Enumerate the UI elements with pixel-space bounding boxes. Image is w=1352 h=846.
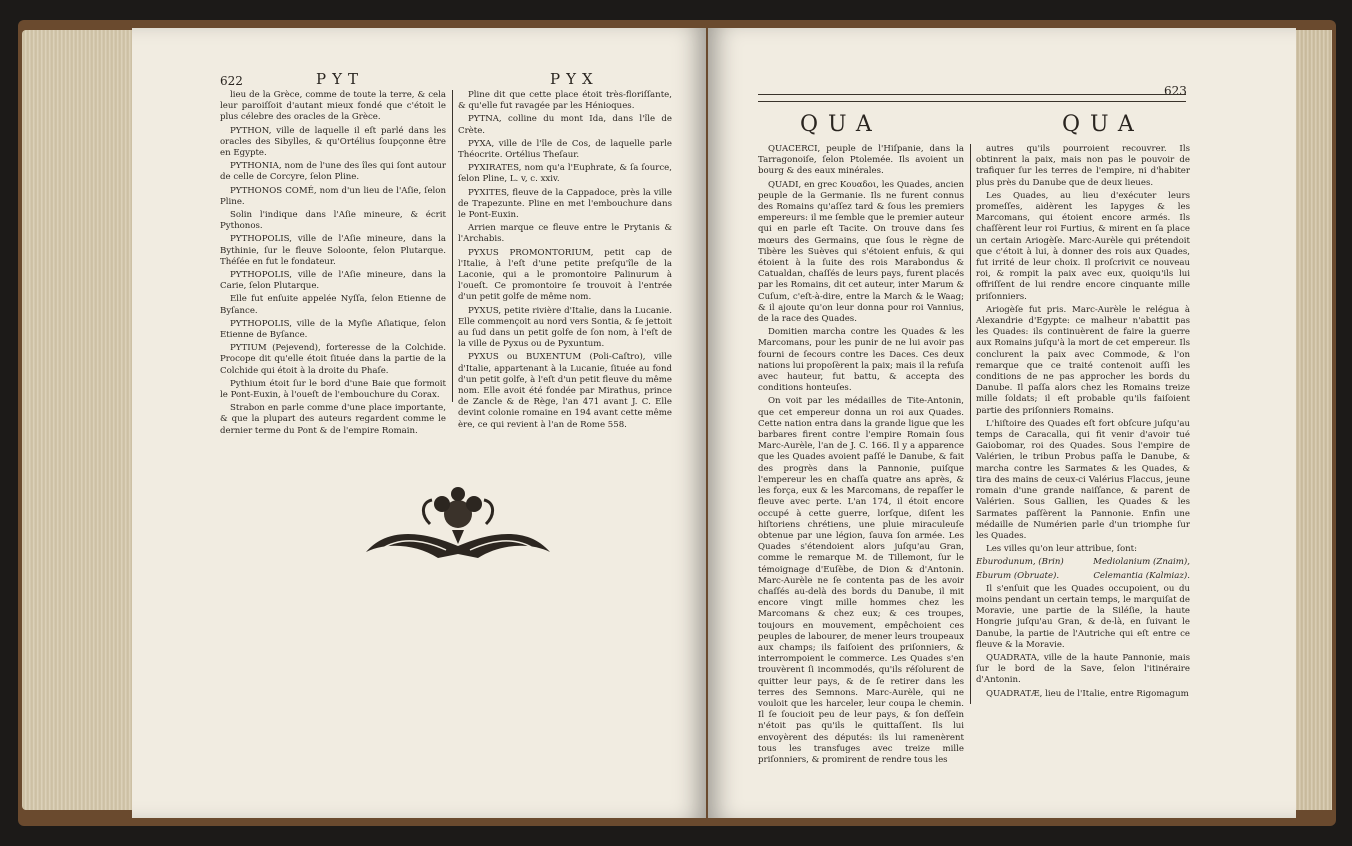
paragraph: PYTHOPOLIS, ville de l'Aſie mineure, dans la Bythinie, ſur le fleuve Soloonte, ſelon Plutarque. Théſée en fut le fondateur.: [220, 234, 446, 267]
paragraph: PYTHOPOLIS, ville de l'Aſie mineure, dans la Carie, ſelon Plutarque.: [220, 270, 446, 292]
right-column-2: [976, 144, 1190, 702]
paragraph: lieu de la Grèce, comme de toute la terre, & cela leur paroiſſoit d'autant mieux fondé que c'étoit le plus célebre des oracles de la Grèce.: [220, 90, 446, 123]
city-row: [976, 571, 1190, 582]
paragraph: PYTHONIA, nom de l'une des îles qui ſont autour de celle de Corcyre, ſelon Pline.: [220, 161, 446, 183]
paragraph: PYTHONOS COMÉ, nom d'un lieu de l'Aſie, ſelon Pline.: [220, 185, 446, 207]
paragraph: QUADI, en grec Κουαδοι, les Quades, ancien peuple de la Germanie. Ils ne furent connus des Romains qu'aſſez tard & ſous les premiers empereurs: il me ſemble que le premier auteur qui en parle eſt Tacite. On trouve dans ſes mœurs des Germains, que ſous le règne de Tibère les Suèves qui s'étoient enfuis, & qui étoient à la ſuite des rois Marabondus & Catualdan, chaſſés de leurs pays, furent placés par les Romains, dit cet auteur, inter Marum & Cuſum, c'eſt-à-dire, entre la March & le Waag; & il ajoute qu'on leur donna pour roi Vannius, de la race des Quades.: [758, 179, 964, 325]
left-page: [132, 28, 706, 818]
city-left: Eburodunum, (Brin): [976, 557, 1064, 568]
paragraph: PYTIUM (Pejevend), forteresse de la Colchide. Procope dit qu'elle étoit ſituée dans la partie de la Colchide qui étoit à la droite du Phaſe.: [220, 343, 446, 376]
paragraph: QUACERCI, peuple de l'Hiſpanie, dans la Tarragonoiſe, ſelon Ptolemée. Ils avoient un bourg & des eaux minérales.: [758, 144, 964, 177]
right-page: [708, 28, 1296, 818]
paragraph: Pline dit que cette place étoit très-floriſſante, & qu'elle fut ravagée par les Hénioques.: [458, 90, 672, 112]
right-column-1: [758, 144, 964, 768]
paragraph: Elle fut enſuite appelée Nyſſa, ſelon Etienne de Byſance.: [220, 294, 446, 316]
paragraph: QUADRATÆ, lieu de l'Italie, entre Rigomagum: [986, 688, 1189, 699]
paragraph: PYXITES, fleuve de la Cappadoce, près la ville de Trapezunte. Pline en met l'embouchure dans le Pont-Euxin.: [458, 187, 672, 221]
paragraph: On voit par les médailles de Tite-Antonin, que cet empereur donna un roi aux Quades. Cette nation entra dans la grande ligue que les barbares firent contre l'empire Romain ſous Marc-Aurèle, l'an de J. C. 166. Il y a apparence que les Quades avoient paſſé le Danube, & fait des progrès dans la Pannonie, puiſque l'empereur les en chaſſa quatre ans après, & les força, eux & les Marcomans, de repaſſer le fleuve avec perte. L'an 174, il étoit encore occupé à cette guerre, lorſque, diſent les hiſtoriens chrétiens, une pluie miraculeuſe obtenue par une légion, ſauva ſon armée. Les Quades s'étendoient alors juſqu'au Gran, comme le remarque M. de Tillemont, ſur le témoignage d'Euſèbe, de Dion & d'Antonin. Marc-Aurèle ne ſe contenta pas de les avoir chaſſés au-delà des bords du Danube, il mit encore vingt mille hommes chez les Marcomans & chez eux; & ces troupes, toujours en mouvement, empêchoient ces peuples de labourer, de mener leurs troupeaux aux champs; ils faiſoient des priſonniers, & interrompoient le commerce. Les Quades s'en trouvèrent ſi incommodés, qu'ils réſolurent de quitter leur pays, & de ſe retirer dans les terres des Semnons. Marc-Aurèle, qui ne vouloit que les harceler, leur coupa le chemin. Il ſe ſoucioit peu de leur pays, & ſon deſſein n'étoit pas qu'ils le quittaſſent. Ils lui envoyèrent des députés: ils lui ramenèrent tous les transfuges avec treize mille priſonniers, & promirent de rendre tous les: [758, 396, 964, 765]
paragraph: PYXUS ou BUXENTUM (Poli-Caſtro), ville d'Italie, appartenant à la Lucanie, ſituée au fond d'un petit golfe, à l'eſt d'un petit fleuve du même nom. Elle avoit été fondée par Mirathus, prince de Zancle & de Rège, l'an 471 avant J. C. Elle devint colonie romaine en 194 avant cette même ère, ce qui revient à l'an de Rome 558.: [458, 352, 672, 430]
paragraph: QUADRATA, ville de la haute Pannonie, mais ſur le bord de la Save, ſelon l'itinéraire d'Antonin.: [976, 652, 1190, 686]
column-rule: [452, 90, 453, 402]
city-row: [976, 557, 1190, 568]
ornament-vignette: [360, 474, 556, 570]
paragraph: autres qu'ils pourroient recouvrer. Ils obtinrent la paix, mais non pas le pouvoir de trafiquer ſur les terres de l'empire, ni d'habiter plus près du Danube que de deux lieues.: [976, 144, 1190, 188]
title-right: QUA: [1062, 112, 1144, 137]
city-right: Celemantia (Kalmiaz).: [1093, 570, 1190, 581]
left-column-1: [220, 90, 446, 439]
left-column-2: [458, 90, 672, 433]
paragraph: PYXIRATES, nom qu'a l'Euphrate, & ſa ſource, ſelon Pline, L. v, c. xxiv.: [458, 163, 672, 185]
page-edges-left: [22, 30, 140, 810]
paragraph: PYTHOPOLIS, ville de la Myſie Aſiatique, ſelon Etienne de Byſance.: [220, 318, 446, 341]
paragraph: Les Quades, au lieu d'exécuter leurs promeſſes, aidèrent les Iapyges & les Marcomans, qui étoient encore armés. Ils chaſſèrent leur roi Furtius, & mirent en ſa place un certain Ariogèſe. Marc-Aurèle qui prétendoit que c'étoit à lui, à donner des rois aux Quades, fut irrité de leur choix. Il proſcrivit ce nouveau roi, & rompit la paix avec eux, quoiqu'ils lui offriſſent de lui rendre encore cinquante mille priſonniers.: [976, 190, 1190, 302]
header-rule: [758, 94, 1186, 102]
paragraph: PYXA, ville de l'île de Cos, de laquelle parle Théocrite. Ortélius Theſaur.: [458, 138, 672, 161]
paragraph: Il s'enſuit que les Quades occupoient, ou du moins pendant un certain temps, le marquiſat de Moravie, une partie de la Siléſie, la haute Hongrie juſqu'au Gran, & de-là, en ſuivant le Danube, la partie de l'Autriche qui eſt entre ce fleuve & la Moravie.: [976, 583, 1190, 650]
column-rule-right: [970, 144, 971, 704]
paragraph: Domitien marcha contre les Quades & les Marcomans, pour les punir de ne lui avoir pas fourni de ſecours contre les Daces. Ces deux nations lui propoſèrent la paix; mais il la refuſa avec hauteur, fut battu, & accepta des conditions honteuſes.: [758, 327, 964, 394]
page-edges-right: [1292, 30, 1332, 810]
paragraph: Pythium étoit ſur le bord d'une Baie que formoit le Pont-Euxin, à l'oueſt de l'embouchure du Corax.: [220, 378, 446, 401]
paragraph: Ariogèſe fut pris. Marc-Aurèle le relégua à Alexandrie d'Egypte: ce malheur n'abattit pas les Quades: ils continuèrent de faire la guerre aux Romains juſqu'à la mort de cet empereur. Ils conclurent la paix avec Commode, & l'on remarque que ce traité contenoit auſſi les conditions de ne pas approcher les bords du Danube. Il paſſa alors chez les Romains treize mille ſoldats; il eſt probable qu'ils faiſoient partie des priſonniers Romains.: [976, 304, 1190, 416]
title-left: QUA: [800, 112, 882, 137]
paragraph: Les villes qu'on leur attribue, ſont:: [986, 544, 1138, 555]
paragraph: L'hiſtoire des Quades eſt fort obſcure juſqu'au temps de Caracalla, qui fit venir d'avoir tué Gaiobomar, roi des Quades. Sous l'empire de Valérien, le tribun Probus paſſa le Danube, & marcha contre les Sarmates & les Quades, & tira des mains de ceux-ci Valérius Flaccus, jeune romain d'une grande naiſſance, & parent de Valérien. Sous Gallien, les Quades & les Sarmates paſſèrent la Pannonie. Enfin une médaille de Numérien parle d'un triomphe ſur les Quades.: [976, 418, 1190, 541]
paragraph: PYTHON, ville de laquelle il eſt parlé dans les oracles des Sibylles, & qu'Ortélius ſoupçonne être en Egypte.: [220, 125, 446, 159]
city-right: Mediolanium (Znaim),: [1093, 557, 1190, 568]
running-head-right: PYX: [550, 70, 599, 88]
paragraph: PYTNA, colline du mont Ida, dans l'île de Crète.: [458, 114, 672, 136]
page-number-left: 622: [220, 74, 243, 88]
paragraph: Arrien marque ce fleuve entre le Prytanis & l'Archabis.: [458, 223, 672, 245]
page-number-right: 623: [1164, 84, 1187, 98]
paragraph: Strabon en parle comme d'une place importante, & que la plupart des auteurs regardent comme le dernier terme du Pont & de l'empire Romain.: [220, 403, 446, 436]
paragraph: Solin l'indique dans l'Aſie mineure, & écrit Pythonos.: [220, 210, 446, 232]
city-left: Eburum (Obruate).: [976, 570, 1060, 581]
paragraph: PYXUS, petite rivière d'Italie, dans la Lucanie. Elle commençoit au nord vers Sontia, & ſe jettoit au ſud dans un petit golfe de ſon nom, à l'eſt de la ville de Pyxus ou de Pyxuntum.: [458, 305, 672, 350]
paragraph: PYXUS PROMONTORIUM, petit cap de l'Italie, à l'eſt d'une petite preſqu'île de la Laconie, qui a le promontoire Palinurum à l'oueſt. Ce promontoire ſe trouvoit à l'entrée d'un petit golfe de même nom.: [458, 247, 672, 303]
running-head-left: PYT: [316, 70, 364, 88]
